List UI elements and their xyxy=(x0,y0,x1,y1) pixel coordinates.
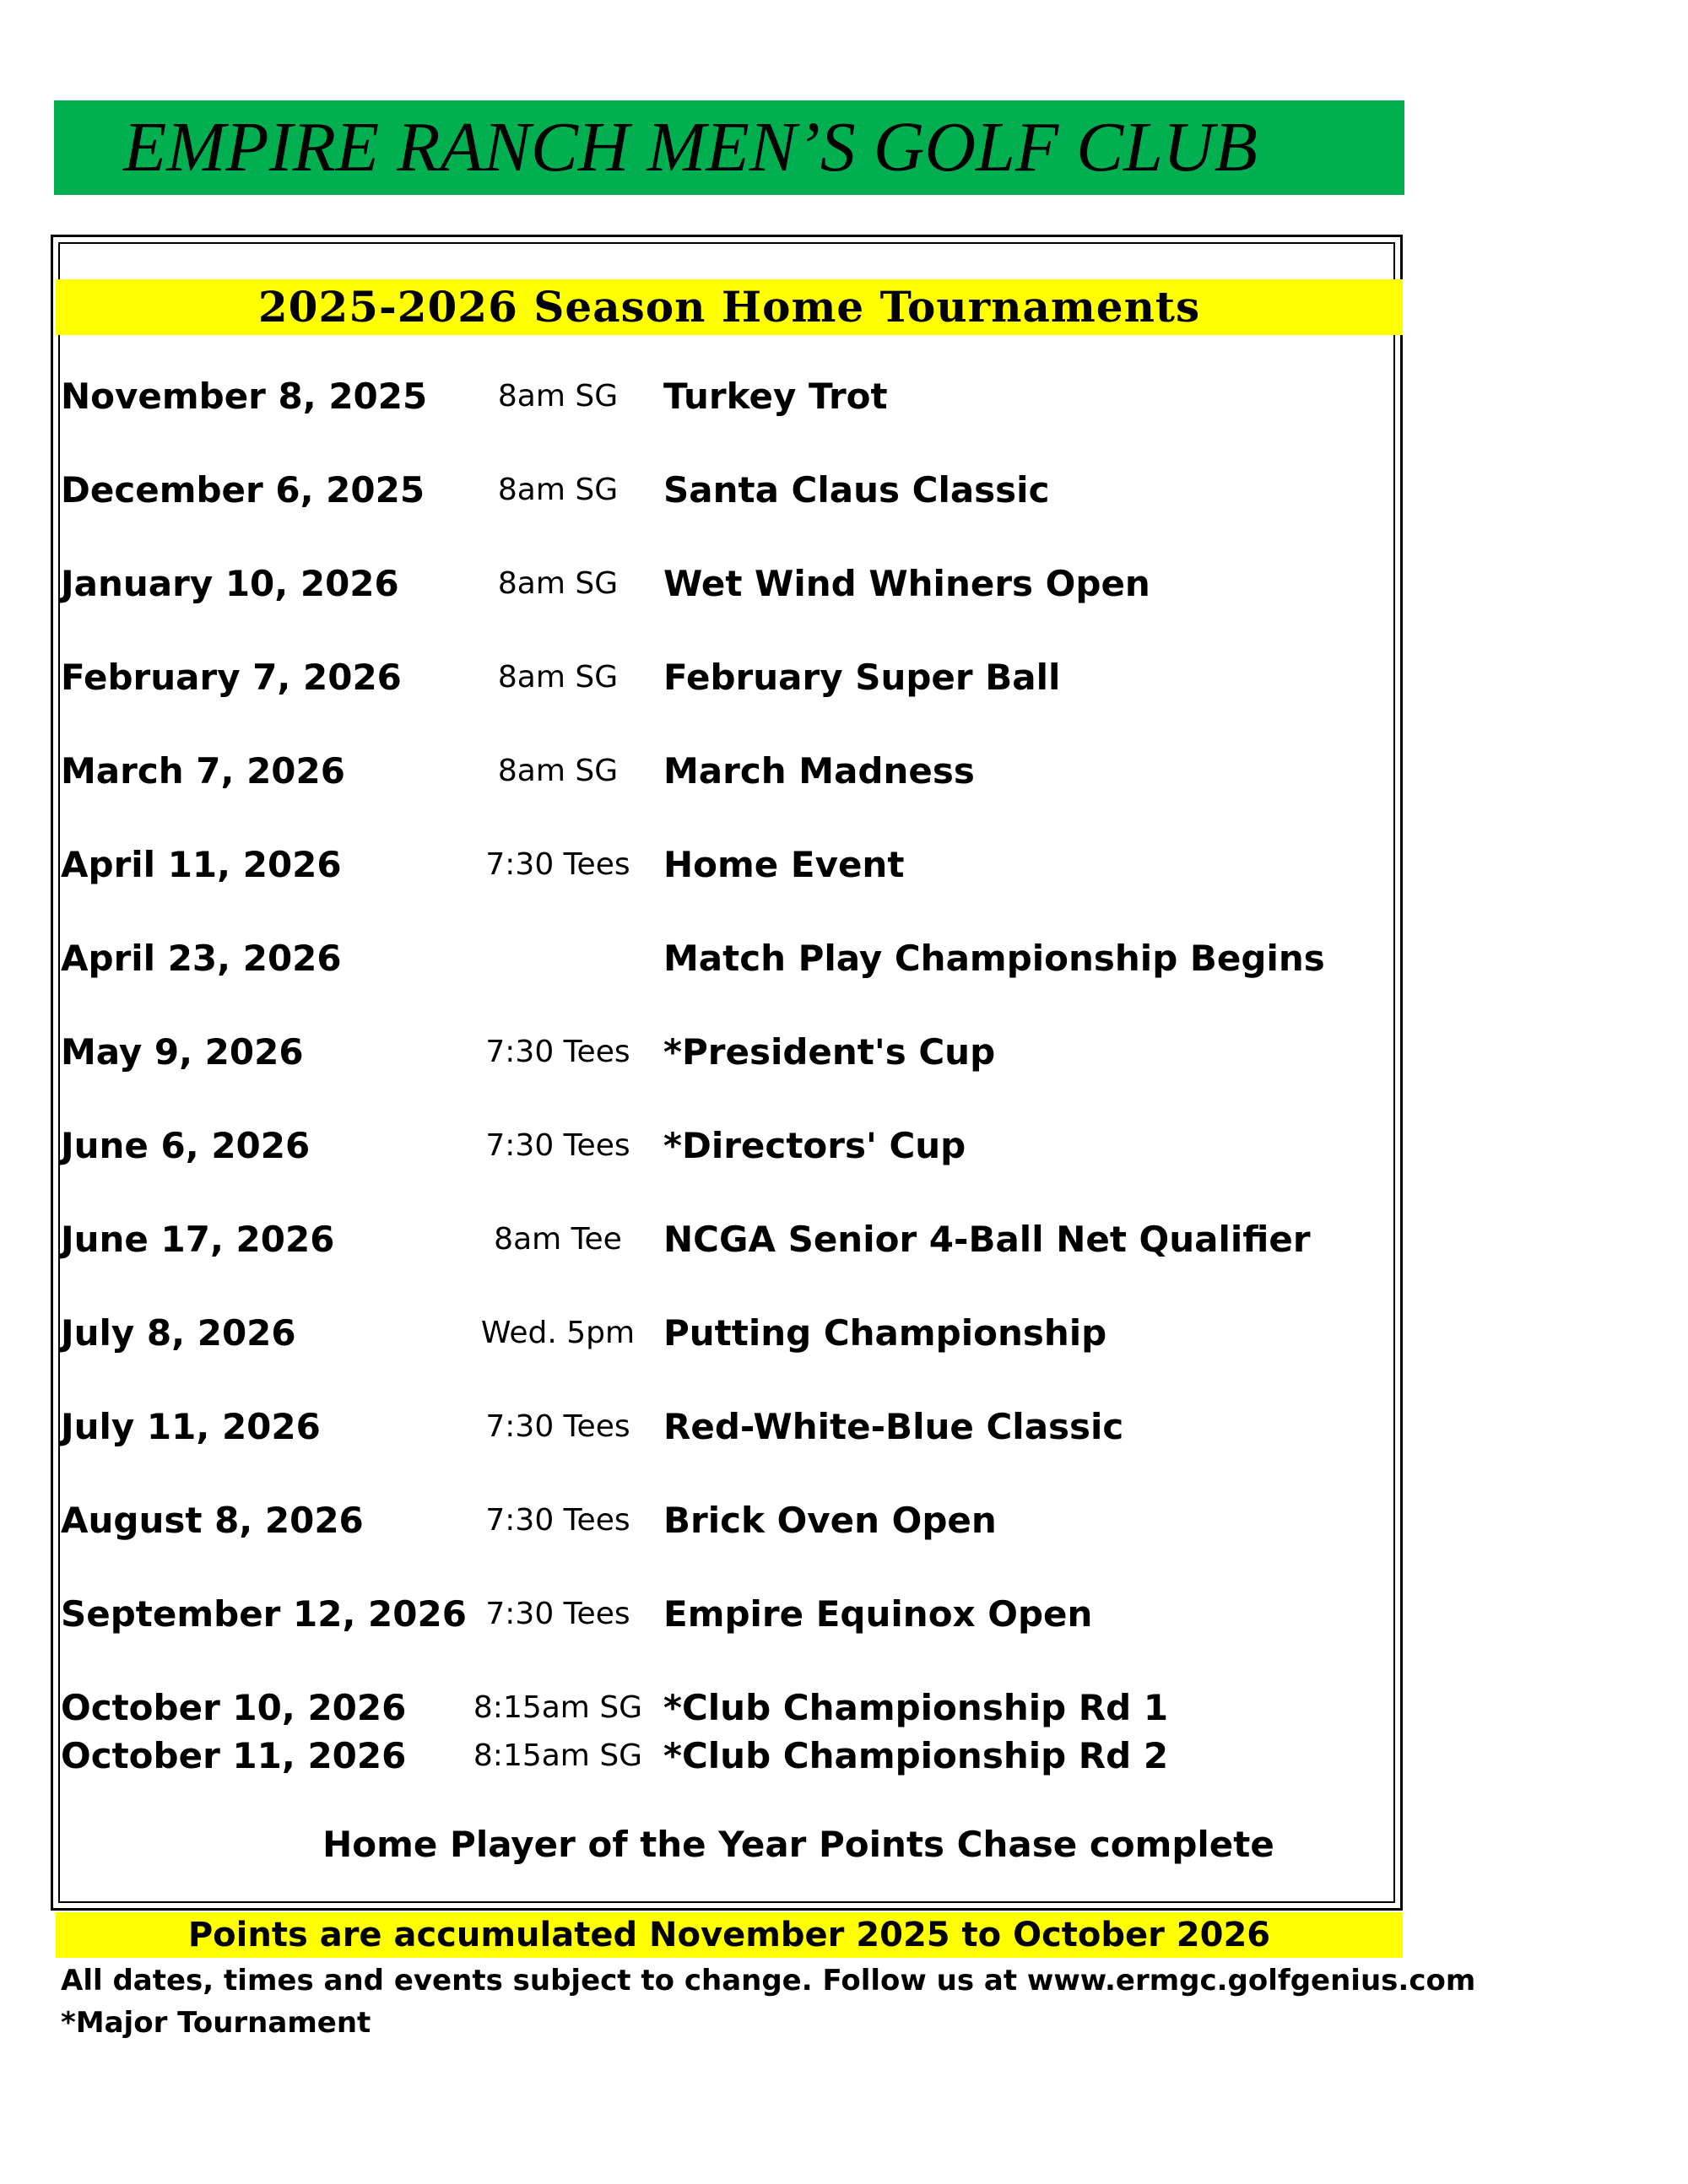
event-row xyxy=(0,467,1688,514)
club-title: EMPIRE RANCH MEN’S GOLF CLUB xyxy=(123,108,1258,187)
event-time: 8am SG xyxy=(497,473,619,507)
event-date: July 11, 2026 xyxy=(61,1406,321,1447)
event-time: 8am SG xyxy=(497,379,619,414)
event-name: March Madness xyxy=(663,750,975,792)
event-row xyxy=(0,654,1688,701)
event-date: August 8, 2026 xyxy=(61,1500,364,1541)
event-row xyxy=(0,1216,1688,1263)
event-date: November 8, 2025 xyxy=(61,376,428,417)
event-name: Red-White-Blue Classic xyxy=(663,1406,1124,1447)
event-date: April 23, 2026 xyxy=(61,938,342,979)
event-row xyxy=(0,1403,1688,1451)
event-time: 8:15am SG xyxy=(473,1690,643,1725)
event-date: May 9, 2026 xyxy=(61,1031,304,1073)
event-time: 8am SG xyxy=(497,754,619,788)
points-banner xyxy=(56,1912,1403,1958)
points-note: Points are accumulated November 2025 to October 2026 xyxy=(187,1916,1271,1954)
event-name: *Club Championship Rd 1 xyxy=(663,1687,1169,1728)
event-name: Home Event xyxy=(663,844,905,885)
event-time: 7:30 Tees xyxy=(485,1128,630,1163)
event-name: *Directors' Cup xyxy=(663,1125,966,1166)
event-date: June 6, 2026 xyxy=(61,1125,311,1166)
event-time: 8am Tee xyxy=(494,1222,622,1257)
event-time: 7:30 Tees xyxy=(485,1035,630,1069)
event-date: October 10, 2026 xyxy=(61,1687,407,1728)
disclaimer-text: All dates, times and events subject to change. Follow us at www.ermgc.golfgenius.com xyxy=(61,1964,1476,1997)
event-row xyxy=(0,1497,1688,1544)
event-name: Empire Equinox Open xyxy=(663,1593,1093,1635)
event-name: *President's Cup xyxy=(663,1031,996,1073)
event-row xyxy=(0,1029,1688,1076)
event-date: October 11, 2026 xyxy=(61,1735,407,1776)
event-date: June 17, 2026 xyxy=(61,1219,335,1260)
event-row xyxy=(0,1684,1688,1732)
event-time: 8am SG xyxy=(497,660,619,695)
event-date: January 10, 2026 xyxy=(61,563,399,604)
event-row xyxy=(0,1733,1688,1780)
event-time: 8:15am SG xyxy=(473,1738,643,1773)
event-row xyxy=(0,841,1688,889)
event-time: 7:30 Tees xyxy=(485,847,630,882)
event-name: Wet Wind Whiners Open xyxy=(663,563,1150,604)
event-name: Santa Claus Classic xyxy=(663,469,1050,511)
major-tournament-note: *Major Tournament xyxy=(61,2006,371,2040)
event-date: September 12, 2026 xyxy=(61,1593,467,1635)
event-date: July 8, 2026 xyxy=(61,1312,296,1354)
event-time: 7:30 Tees xyxy=(485,1503,630,1538)
points-chase-note: Home Player of the Year Points Chase complete xyxy=(322,1824,1274,1865)
event-name: February Super Ball xyxy=(663,657,1061,698)
event-name: Match Play Championship Begins xyxy=(663,938,1325,979)
event-time: 8am SG xyxy=(497,566,619,601)
event-row xyxy=(0,373,1688,420)
event-row xyxy=(0,560,1688,608)
event-date: December 6, 2025 xyxy=(61,469,425,511)
event-name: NCGA Senior 4-Ball Net Qualifier xyxy=(663,1219,1311,1260)
event-row xyxy=(0,1591,1688,1638)
event-date: April 11, 2026 xyxy=(61,844,342,885)
event-row xyxy=(0,1310,1688,1357)
event-row xyxy=(0,1122,1688,1170)
event-date: February 7, 2026 xyxy=(61,657,402,698)
event-row xyxy=(0,935,1688,982)
season-banner xyxy=(56,279,1403,335)
event-name: Brick Oven Open xyxy=(663,1500,997,1541)
event-name: *Club Championship Rd 2 xyxy=(663,1735,1169,1776)
event-time: Wed. 5pm xyxy=(480,1316,636,1350)
season-title: 2025-2026 Season Home Tournaments xyxy=(257,282,1201,332)
event-date: March 7, 2026 xyxy=(61,750,345,792)
event-time: 7:30 Tees xyxy=(485,1597,630,1631)
title-banner xyxy=(54,100,1404,195)
event-name: Putting Championship xyxy=(663,1312,1107,1354)
event-row xyxy=(0,748,1688,795)
event-time: 7:30 Tees xyxy=(485,1409,630,1444)
event-name: Turkey Trot xyxy=(663,376,888,417)
